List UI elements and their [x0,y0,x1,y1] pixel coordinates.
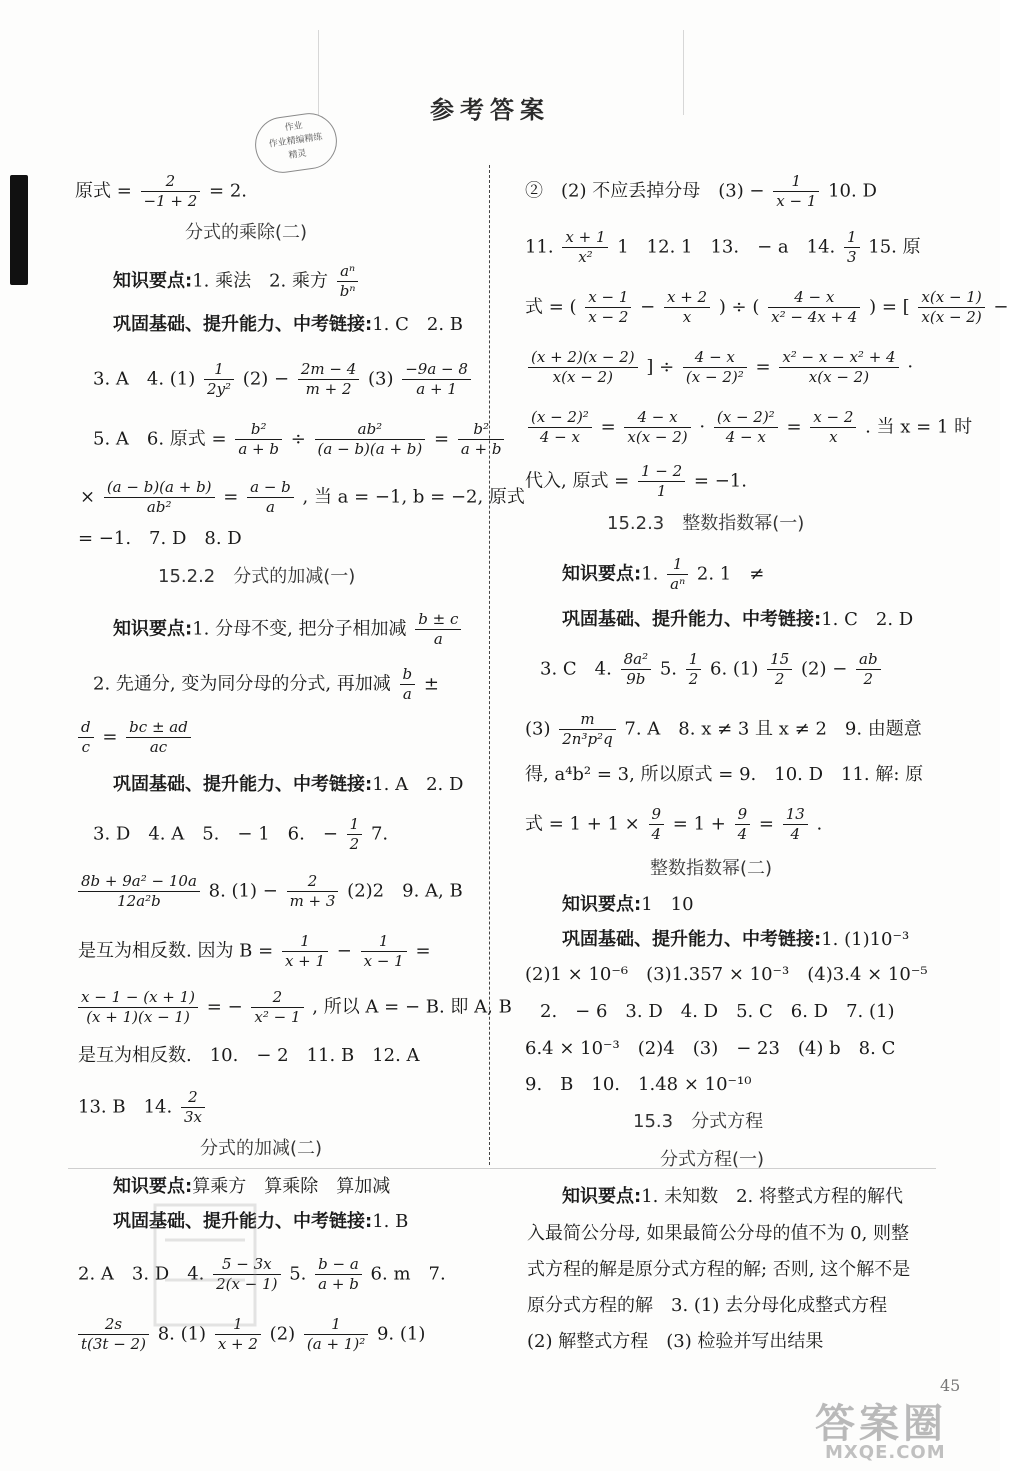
answer-line: 5. A 6. 原式 = $\frac{\text{b²}}{a + b}$ ÷ $\frac{\text{ab²}}{(a - b)(a + b)}$ = $\frac{\text{b²}}{a + b}$ [93,420,507,459]
answer-line: 式 = 1 + 1 × $\frac{9}{4}$ = 1 + $\frac{9}{4}$ = $\frac{13}{4}$ . [525,805,823,843]
answer-line: 是互为相反数. 因为 B = $\frac{1}{x + 1}$ − $\frac{1}{x - 1}$ = [78,932,431,970]
answer-line: 原式 = $\frac{2}{-1 + 2}$ = 2. [75,172,248,210]
key-points: 知识要点:1. 乘法 2. 乘方 $\frac{\text{aⁿ}}{\text{bⁿ}}$ [113,262,361,301]
answer-line: $\frac{\text{8b + 9a² − 10a}}{\text{12a²b}}$ 8. (1) − $\frac{2}{m + 3}$ (2)2 9. A, B [75,872,463,911]
fold-line [68,1168,936,1169]
answer-line: 3. D 4. A 5. − 1 6. − $\frac{1}{2}$ 7. [93,815,389,853]
answer-line: 原分式方程的解 3. (1) 去分母化成整式方程 [527,1295,888,1316]
answer-line: × $\frac{(a - b)(a + b)}{\text{ab²}}$ = $\frac{a - b}{a}$ , 当 a = −1, b = −2, 原式 [80,478,525,516]
answer-line: 11. $\frac{x + 1}{\text{x²}}$ 1 12. 1 13. − a 14. $\frac{1}{3}$ 15. 原 [525,228,921,266]
answer-line: $\frac{d}{c}$ = $\frac{bc \pm ad}{ac}$ [75,718,194,757]
answer-line: ② (2) 不应丢掉分母 (3) − $\frac{1}{x - 1}$ 10. D [525,172,877,210]
publisher-stamp: 作业 作业精编精练 精灵 [252,110,341,177]
section-heading: 分式方程(一) [660,1149,765,1170]
key-points: 知识要点:1. $\frac{1}{\text{aⁿ}}$ 2. 1 ≠ [562,555,765,593]
logo-url: MXQE.COM [825,1442,946,1463]
answer-line: 3. A 4. (1) $\frac{1}{\text{2y²}}$ (2) − $\frac{2m - 4}{m + 2}$ (3) $\frac{-9a - 8}{a + 1}$ [93,360,474,399]
exercise-line: 巩固基础、提升能力、中考链接:1. A 2. D [113,774,464,795]
site-logo [815,1392,965,1462]
exercise-line: 巩固基础、提升能力、中考链接:1. B [113,1211,409,1232]
exercise-line: 巩固基础、提升能力、中考链接:1. C 2. D [562,609,914,630]
page-number: 45 [940,1376,961,1395]
section-heading: 15.2.3 整数指数幂(一) [607,513,805,534]
answer-line: $\frac{x - 1 - (x + 1)}{(x + 1)(x - 1)}$ = − $\frac{2}{\text{x² − 1}}$ , 所以 A = − B. 即 A, B [75,988,512,1027]
exercise-line: 巩固基础、提升能力、中考链接:1. C 2. B [113,314,463,335]
answer-line: 9. B 10. 1.48 × 10⁻¹⁰ [525,1074,752,1095]
logo-text: 答案圈 [815,1401,947,1447]
key-points: 知识要点:1. 未知数 2. 将整式方程的解代 [562,1186,903,1207]
page-title: 参考答案 [430,95,550,124]
key-points: 知识要点:1 10 [562,894,694,915]
section-heading: 15.3 分式方程 [633,1111,764,1132]
answer-line: 入最简公分母, 如果最简公分母的值不为 0, 则整 [527,1223,910,1244]
answer-line: (3) $\frac{m}{\text{2n³p²q}}$ 7. A 8. x ≠ 3 且 x ≠ 2 9. 由题意 [525,710,922,748]
answer-line: 式 = ( $\frac{x - 1}{x - 2}$ − $\frac{x + 2}{x}$ ) ÷ ( $\frac{4 - x}{\text{x² − 4x + 4}}$ ) = [ $\frac{x(x - 1)}{x(x - 2)}$ − [525,288,1009,326]
key-points: 知识要点:算乘方 算乘除 算加减 [113,1176,391,1197]
answer-line: $\frac{(x + 2)(x - 2)}{x(x - 2)}$ ] ÷ $\frac{4 - x}{\text{(x − 2)²}}$ = $\frac{\text{x² − x − x² + 4}}{x(x - 2)}$ · [525,348,913,387]
answer-line: 是互为相反数. 10. − 2 11. B 12. A [78,1045,420,1066]
exercise-line: 巩固基础、提升能力、中考链接:1. (1)10⁻³ [562,929,910,950]
section-heading: 整数指数幂(二) [650,858,773,879]
section-heading: 15.2.2 分式的加减(一) [158,566,356,587]
section-heading: 分式的加减(二) [200,1138,323,1159]
answer-line: 3. C 4. $\frac{\text{8a²}}{9b}$ 5. $\frac{1}{2}$ 6. (1) $\frac{15}{2}$ (2) − $\frac{ab}{2}$ [540,650,884,689]
key-points: 知识要点:1. 分母不变, 把分子相加减 $\frac{b \pm c}{a}$ [113,610,464,649]
answer-line: 2. A 3. D 4. $\frac{5 - 3x}{2(x - 1)}$ 5. $\frac{b - a}{a + b}$ 6. m 7. [78,1255,446,1293]
answer-line: 式方程的解是原分式方程的解; 否则, 这个解不是 [527,1259,911,1280]
binding-edge [10,175,28,285]
answer-line: $\frac{2s}{t(3t - 2)}$ 8. (1) $\frac{1}{x + 2}$ (2) $\frac{1}{\text{(a + 1)²}}$ 9. (1) [75,1315,425,1354]
guide-line-right [683,30,684,115]
answer-line: (2) 解整式方程 (3) 检验并写出结果 [527,1331,824,1352]
answer-line: 2. 先通分, 变为同分母的分式, 再加减 $\frac{b}{a}$ ± [93,665,439,703]
guide-line-left [318,30,319,115]
answer-line: = −1. 7. D 8. D [78,528,242,549]
faded-watermark-icon [150,1200,260,1330]
section-heading: 分式的乘除(二) [185,222,308,243]
answer-line: 得, a⁴b² = 3, 所以原式 = 9. 10. D 11. 解: 原 [525,764,924,785]
answer-line: 6.4 × 10⁻³ (2)4 (3) − 23 (4) b 8. C [525,1038,896,1059]
answer-line: $\frac{\text{(x − 2)²}}{4 - x}$ = $\frac{4 - x}{x(x - 2)}$ · $\frac{\text{(x − 2)²}}{4 - x}$ = $\frac{x - 2}{x}$ . 当 x = 1 时 [525,408,972,447]
answer-line: (2)1 × 10⁻⁶ (3)1.357 × 10⁻³ (4)3.4 × 10⁻⁵ [525,964,928,985]
answer-line: 13. B 14. $\frac{2}{3x}$ [78,1088,208,1127]
answer-line: 代入, 原式 = $\frac{1 - 2}{1}$ = −1. [525,462,747,500]
answer-line: 2. − 6 3. D 4. D 5. C 6. D 7. (1) [540,1001,895,1022]
